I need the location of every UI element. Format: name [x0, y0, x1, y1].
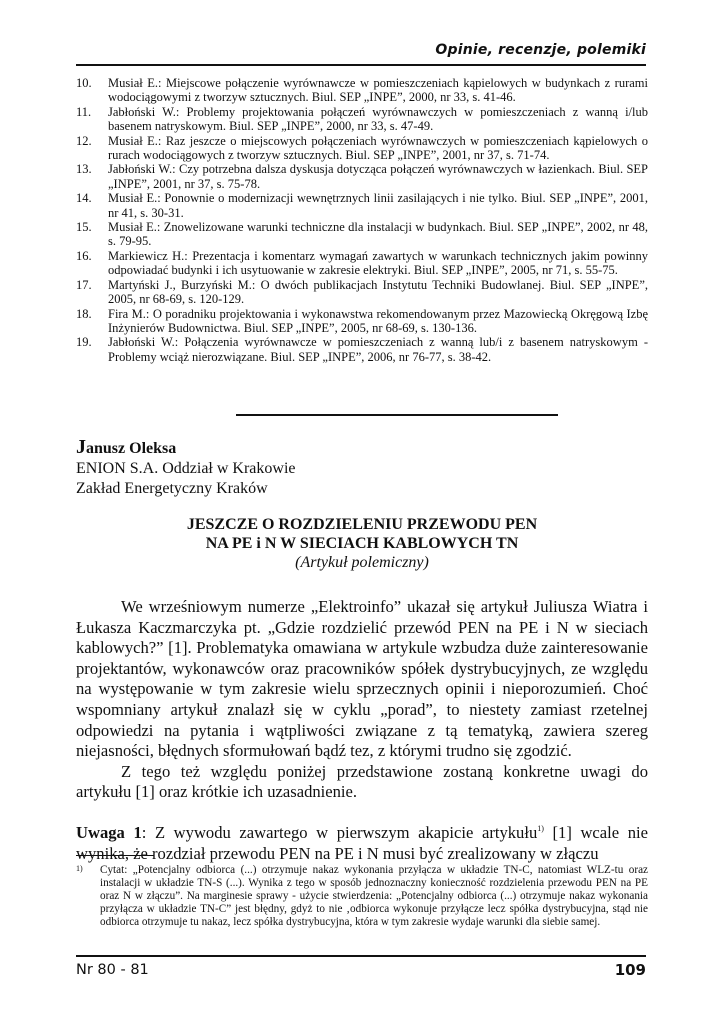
- reference-text: Jabłoński W.: Połączenia wyrównawcze w pomieszczeniach z wanną lub/i z basenem natryskowym - Problemy wciąż nierozwiązane. Biul. SEP „INPE”, 2006, nr 76-77, s. 38-42.: [108, 335, 648, 364]
- author-affiliation: ENION S.A. Oddział w Krakowie: [76, 460, 296, 477]
- footer-rule: [76, 955, 646, 957]
- reference-item: [76, 105, 648, 134]
- reference-item: [76, 220, 648, 249]
- running-header-title: Opinie, recenzje, polemiki: [435, 42, 646, 58]
- article-title-line-2: NA PE i N W SIECIACH KABLOWYCH TN: [205, 535, 519, 552]
- reference-list: [76, 76, 648, 364]
- reference-number: 17.: [76, 277, 92, 292]
- author-name-rest: anusz Oleksa: [86, 440, 177, 457]
- reference-number: 14.: [76, 191, 92, 206]
- article-heading: [76, 515, 648, 572]
- article-title-line-1: JESZCZE O ROZDZIELENIU PRZEWODU PEN: [186, 516, 538, 533]
- reference-item: [76, 278, 648, 307]
- remark-label: Uwaga 1: [76, 822, 142, 842]
- reference-text: Martyński J., Burzyński M.: O dwóch publikacjach Instytutu Techniki Budowlanej. Biul. SEP „INPE”, 2005, nr 68-69, s. 120-129.: [108, 277, 648, 307]
- reference-item: [76, 134, 648, 163]
- footnote-rule: [76, 855, 154, 856]
- body-paragraph: We wrześniowym numerze „Elektroinfo” ukazał się artykuł Juliusza Wiatra i Łukasza Kaczmarczyka pt. „Gdzie rozdzielić przewód PEN na PE i N w sieciach kablowych?” [1]. Problematyka omawiana w artykule wzbudza duże zainteresowanie projektantów, wykonawców oraz pracowników spółek dystrybucyjnych, ze względu na występowanie w tym zakresie wielu sprzecznych opinii i nieporozumień. Choć wspomniany artykuł znalazł się w cyklu „porad”, to niestety zamiast rzetelnej odpowiedzi na pytania i wątpliwości związane z tą tematyką, zawiera szereg niejasności, błędnych sformułowań bądź tez, z którymi trudno się zgodzić.: [76, 597, 648, 761]
- reference-text: Musiał E.: Znowelizowane warunki techniczne dla instalacji w budynkach. Biul. SEP „INPE”, 2002, nr 48, s. 79-95.: [108, 220, 648, 249]
- footnote-text: Cytat: „Potencjalny odbiorca (...) otrzymuje nakaz wykonania przyłącza w układzie TN-C, natomiast WLZ-tu oraz instalacji w układzie TN-S (...). Wynika z tego w sposób jednoznaczny konieczność rozdzielenia przewodu PEN na PE oraz N w złączu”. Na marginesie sprawy - użycie stwierdzenia: „Potencjalny odbiorca (...) otrzymuje nakaz wykonania przyłącza w układzie TN-C” jest błędny, gdyż to nie ‚odbiorca wykonuje przyłącze lecz spółka dystrybucyjna, stąd nie odbiorca otrzymuje tu nakaz, lecz spółka dystrybucyjna, która w tym zakresie wydaje warunki dla siebie samej.: [100, 864, 648, 929]
- author-department: Zakład Energetyczny Kraków: [76, 480, 268, 497]
- author-name: [76, 437, 296, 459]
- reference-text: Musiał E.: Miejscowe połączenie wyrównawcze w pomieszczeniach kąpielowych w budynkach z rurami wodociągowymi z tworzyw sztucznych. Biul. SEP „INPE”, 2000, nr 33, s. 41-46.: [108, 76, 648, 105]
- footnote-mark: 1): [76, 864, 83, 873]
- remark-text: : Z wywodu zawartego w pierwszym akapicie artykułu: [141, 822, 538, 842]
- article-body: [76, 597, 648, 864]
- reference-item: [76, 335, 648, 364]
- reference-item: [76, 76, 648, 105]
- reference-item: [76, 191, 648, 220]
- reference-number: 18.: [76, 306, 92, 321]
- reference-number: 16.: [76, 248, 92, 263]
- reference-text: Musiał E.: Ponownie o modernizacji wewnętrznych linii zasilających i nie tylko. Biul. SEP „INPE”, 2001, nr 41, s. 30-31.: [108, 191, 648, 220]
- body-paragraph: Z tego też względu poniżej przedstawione zostaną konkretne uwagi do artykułu [1] oraz krótkie ich uzasadnienie.: [76, 761, 648, 802]
- header-rule: [76, 64, 646, 66]
- reference-number: 13.: [76, 162, 92, 177]
- reference-number: 15.: [76, 220, 92, 235]
- remark-paragraph: [76, 823, 648, 864]
- footnote-reference: 1): [537, 823, 544, 833]
- reference-number: 11.: [76, 104, 92, 119]
- reference-text: Markiewicz H.: Prezentacja i komentarz wymagań zawartych w warunkach technicznych jakim powinny odpowiadać budynki i ich usytuowanie w zakresie elektryki. Biul. SEP „INPE”, 2005, nr 71, s. 55-75.: [108, 248, 648, 278]
- reference-number: 10.: [76, 76, 92, 90]
- article-subtitle: (Artykuł polemiczny): [295, 554, 429, 571]
- references-end-rule: [236, 414, 558, 416]
- page-number: 109: [614, 961, 646, 979]
- reference-number: 19.: [76, 335, 92, 350]
- reference-item: [76, 307, 648, 336]
- author-block: [76, 437, 296, 499]
- author-name-initial: J: [76, 436, 86, 458]
- reference-text: Jabłoński W.: Czy potrzebna dalsza dyskusja dotycząca połączeń wyrównawczych w łazienkach. Biul. SEP „INPE”, 2001, nr 37, s. 75-78.: [108, 162, 648, 191]
- footnote: [76, 864, 648, 929]
- reference-item: [76, 162, 648, 191]
- reference-number: 12.: [76, 133, 92, 148]
- issue-number: Nr 80 - 81: [76, 962, 149, 978]
- reference-text: Musiał E.: Raz jeszcze o miejscowych połączeniach wyrównawczych w pomieszczeniach kąpielowych o rurach wodociągowych z tworzyw sztucznych. Biul. SEP „INPE”, 2001, nr 37, s. 71-74.: [108, 133, 648, 163]
- reference-item: [76, 249, 648, 278]
- reference-text: Jabłoński W.: Problemy projektowania połączeń wyrównawczych w pomieszczeniach z wanną i/lub basenem natryskowym. Biul. SEP „INPE”, 2000, nr 33, s. 47-49.: [108, 104, 648, 134]
- remark-text-continued: [1] wcale nie wynika, że rozdział przewodu PEN na PE i N musi być zrealizowany w złączu: [76, 822, 648, 863]
- reference-text: Fira M.: O poradniku projektowania i wykonawstwa rekomendowanym przez Mazowiecką Okręgową Izbę Inżynierów Budownictwa. Biul. SEP „INPE”, 2005, nr 68-69, s. 130-136.: [108, 306, 648, 335]
